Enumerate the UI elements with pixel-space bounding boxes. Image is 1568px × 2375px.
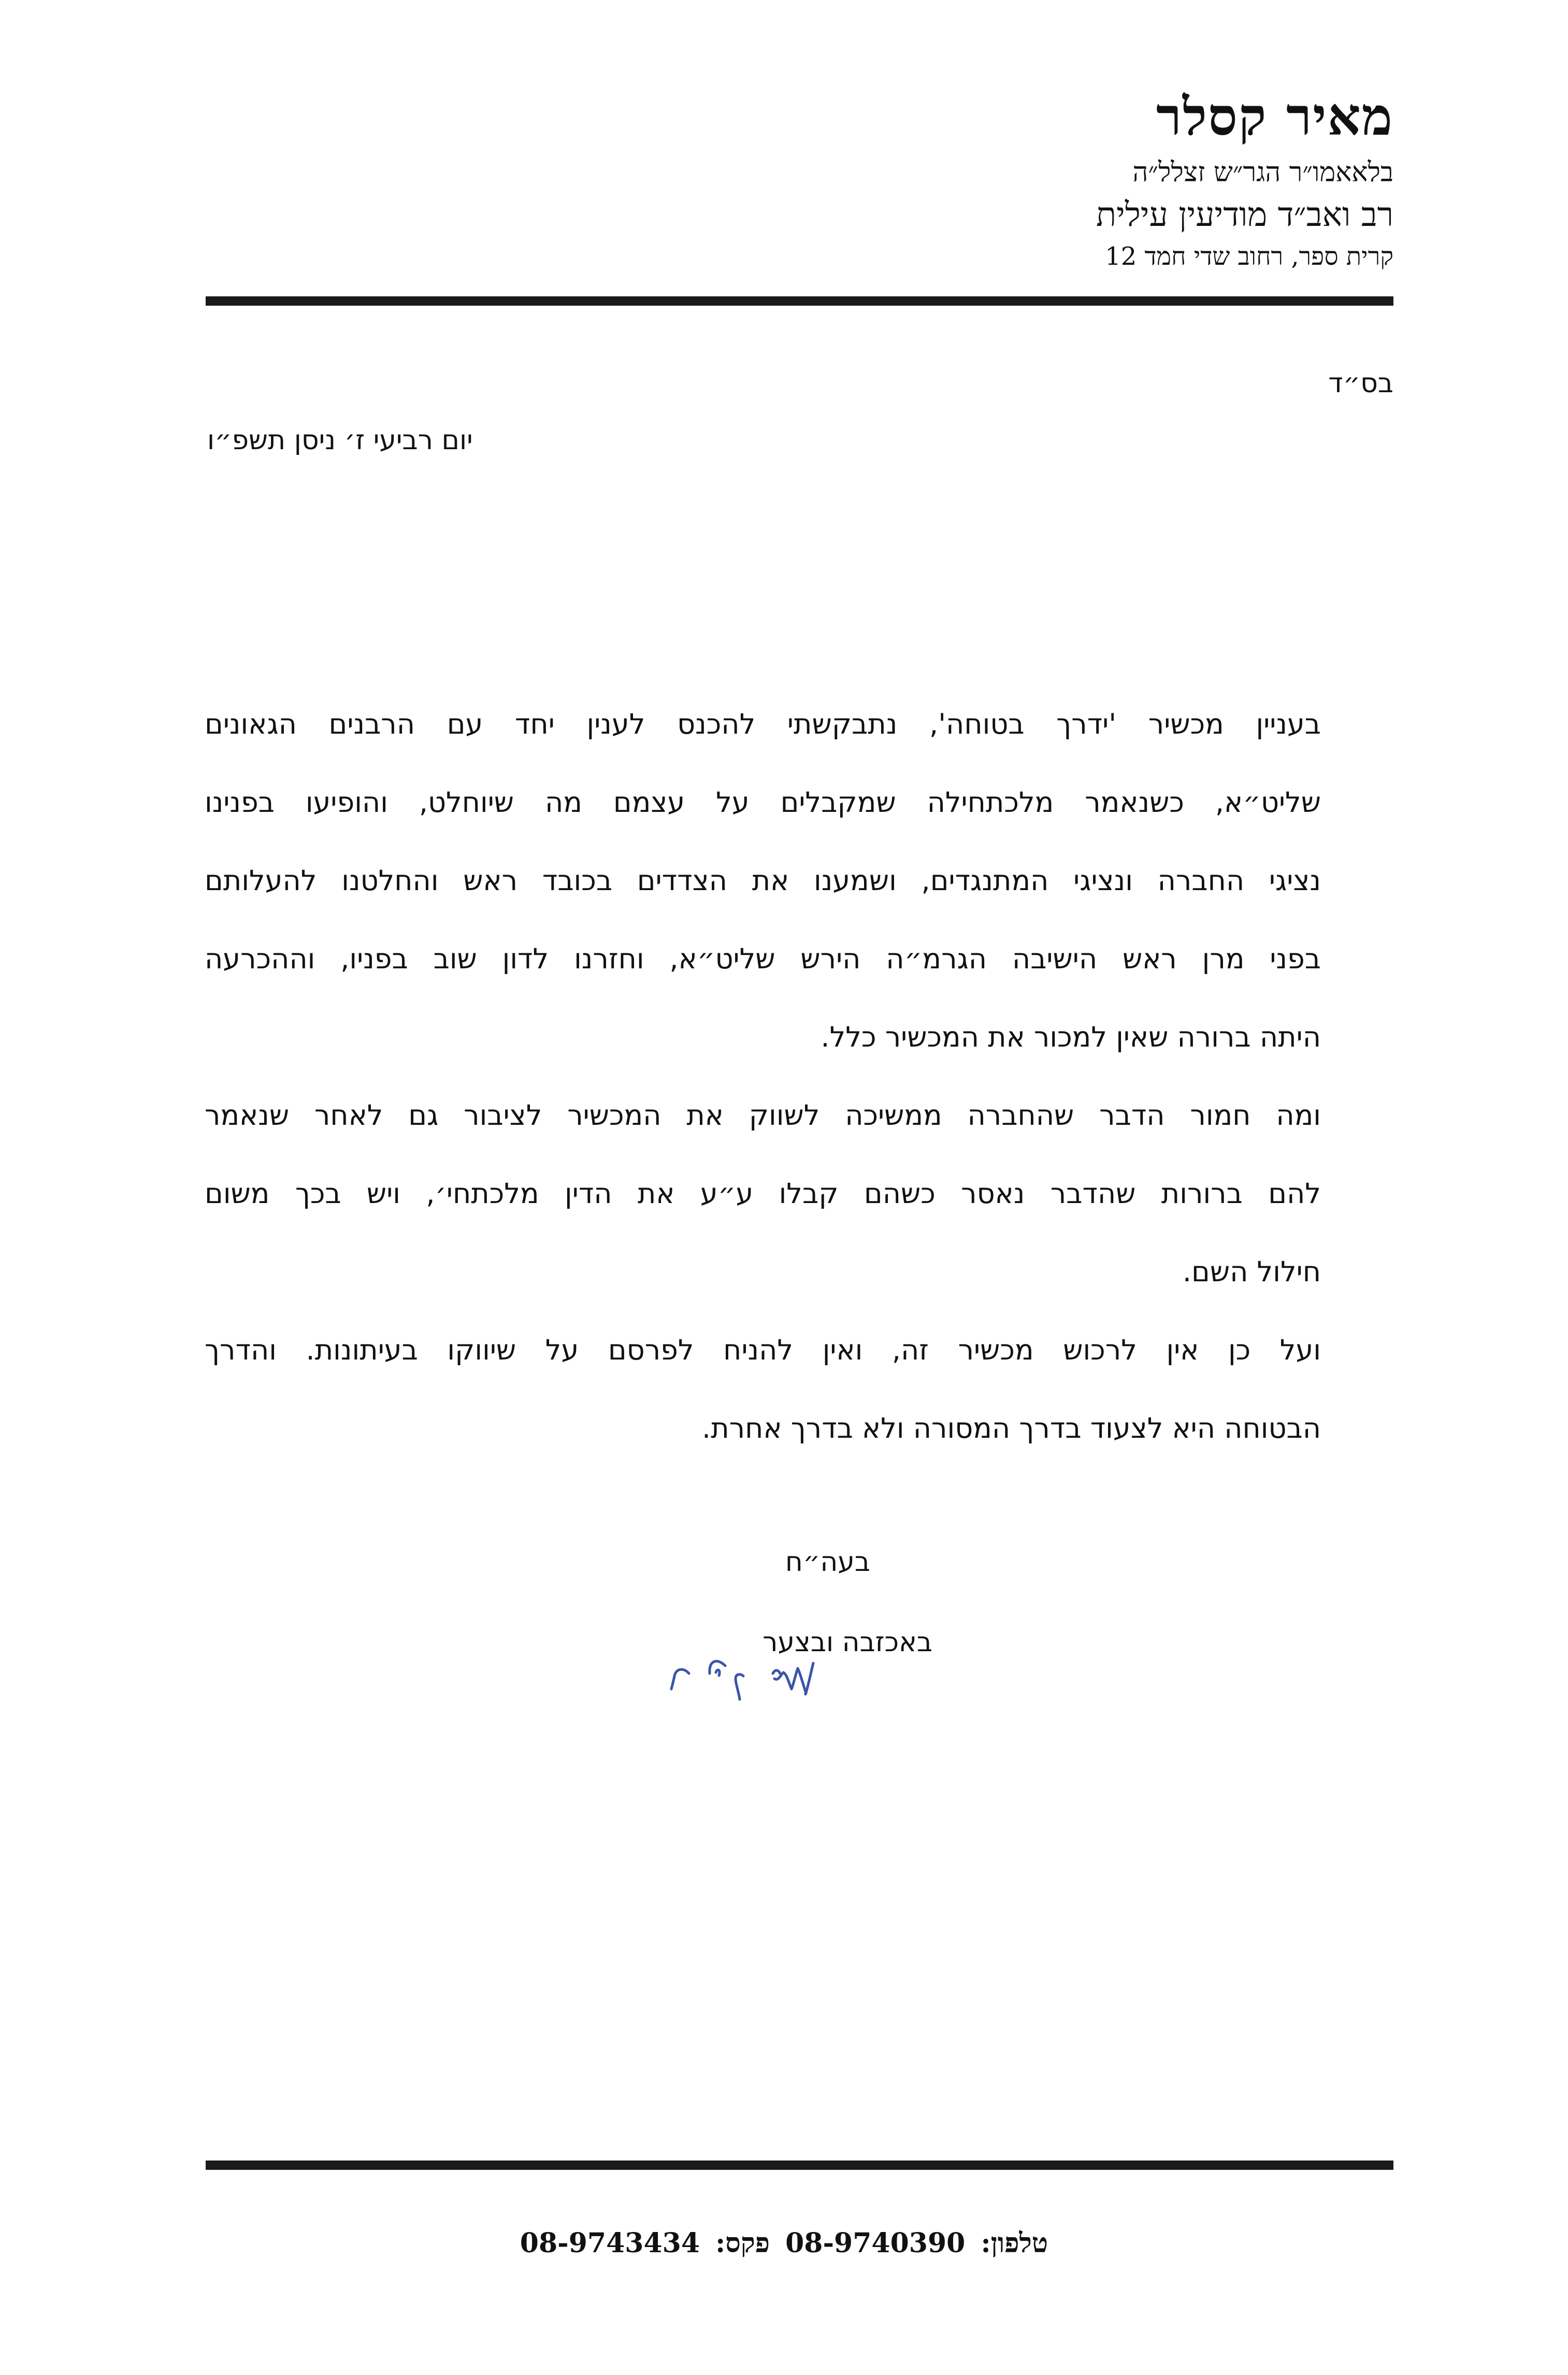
paragraph-2 [205,1076,1321,1311]
body-line: שליט״א, כשנאמר מלכתחילה שמקבלים על עצמם מה שיוחלט, והופיעו בפנינו [205,786,1321,819]
paragraph-1 [205,685,1321,1076]
closing-line-1: בעה״ח [785,1547,870,1578]
body-line: להם ברורות שהדבר נאסר כשהם קבלו ע״ע את הדין מלכתחי׳, ויש בכך משום [205,1177,1321,1210]
letterhead-name: מאיר קסלר [1156,86,1393,147]
phone-label: טלפון: [981,2227,1048,2259]
body-line: הבטוחה היא לצעוד בדרך המסורה ולא בדרך אחרת. [702,1412,1321,1444]
body-line: בפני מרן ראש הישיבה הגרמ״ה הירש שליט״א, וחזרנו לדון שוב בפניו, וההכרעה [205,942,1321,975]
handwritten-signature [658,1653,834,1715]
fax-label: פקס: [715,2227,770,2259]
top-divider [206,296,1393,306]
letter-date: יום רביעי ז׳ ניסן תשפ״ו [207,425,473,456]
body-line: ומה חמור הדבר שהחברה ממשיכה לשווק את המכשיר לציבור גם לאחר שנאמר [205,1099,1321,1132]
closing-line-2: באכזבה ובצער [763,1627,932,1658]
phone-number: 08-9740390 [785,2227,966,2259]
bsd-mark: בס״ד [1328,368,1393,399]
contact-footer [0,2223,1568,2264]
bottom-divider [206,2161,1393,2170]
paragraph-3 [205,1311,1321,1467]
letterhead-address-line: קרית ספר, רחוב שדי חמד 12 [1105,242,1393,271]
body-line: ועל כן אין לרכוש מכשיר זה, ואין להניח לפרסם על שיווקו בעיתונות. והדרך [205,1334,1321,1366]
letterhead-position-line: רב ואב״ד מודיעין עילית [1096,196,1393,234]
letterhead [772,85,1393,276]
body-line: נציגי החברה ונציגי המתנגדים, ושמענו את הצדדים בכובד ראש והחלטנו להעלותם [205,864,1321,897]
body-line: היתה ברורה שאין למכור את המכשיר כלל. [821,1021,1321,1053]
letterhead-title-line: בלאאמו״ר הגר״ש זצלל״ה [1132,157,1393,188]
body-line: חילול השם. [1182,1255,1321,1288]
fax-number: 08-9743434 [520,2227,700,2259]
letter-body [205,685,1321,1467]
body-line: בעניין מכשיר 'ידרך בטוחה', נתבקשתי להכנס לענין יחד עם הרבנים הגאונים [205,708,1321,740]
